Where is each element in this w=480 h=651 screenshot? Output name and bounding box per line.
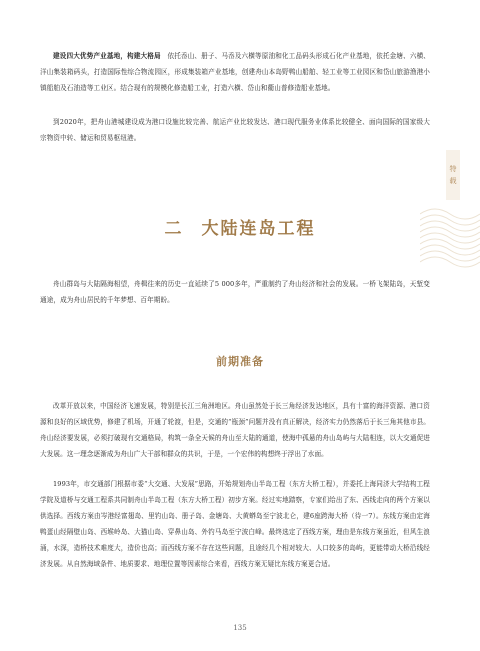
side-tab-char-2: 载	[449, 177, 457, 185]
side-tab-char-1: 特	[449, 165, 457, 173]
paragraph-lead: 建设四大优势产业基地，构建大格局	[53, 52, 161, 60]
side-section-tab	[446, 150, 460, 200]
section-title-text: 大陆连岛工程	[201, 219, 316, 239]
section-number: 二	[164, 219, 184, 239]
section-title	[0, 214, 480, 239]
paragraph-body: 依托岙山、册子、马岙及六横等原油和化工品码头形成石化产业基地，依托金塘、六横、洋山集装箱码头，打造国际性综合物流园区，形成集装箱产业基地，创建舟山本岛野鸭山船舶、轻工业等工业园区和岱山旅游渔港小镇船舶及石油造等工业区。结合现有的规模化修造船工业，打造六横、岱山和衢山普修造船业基地。	[40, 52, 431, 92]
intro-paragraph-industry	[40, 48, 430, 96]
subsection-title: 前期准备	[216, 355, 264, 368]
page-number: 135	[233, 624, 247, 632]
body-paragraph-2: 1993年，市交通部门根据市委“大交通、大发展”思路，开始规划舟山半岛工程（东方大桥工程），并委托上海同济大学结构工程学院及道桥与交通工程系共同制舟山半岛工程（东方大桥工程）初步方案。经过实地踏察，专家们给出了东、西线走向的两个方案以供选择。西线方案由岑港经富翅岛、里钓山岛、册子岛、金塘岛、大黄蟒岛至宁波北仑，建6座跨海大桥（待一7）。东线方案由定海鸭蛋山经隔壁山岛、西堠岭岛、大猫山岛、穿鼻山岛、外钓马岛至宁波白峰。最终选定了西线方案，理由是东线方案虽近，但风生浪涌，水深，造桥技术难度大，造价也高；而西线方案不存在这些问题，且途经几个相对较大、人口较多的岛屿，更能带动大桥沿线经济发展。从自然海域条件、地质要求、地理位置等因素综合来看，西线方案无疑比东线方案更合适。	[40, 480, 430, 568]
body-paragraph-1: 改革开放以来，中国经济飞速发展，特别是长江三角洲地区。舟山虽然处于长三角经济发达地区，具有十富的海洋资源、港口资源和良好的区域优势，修建了机场，开通了轮渡，但是，交通的“瓶颈”问题并没有真正解决，经济实力仍然落后于长三角其他市县。舟山经济要发展，必须打破现有交通格局，构筑一条全天候的舟山至大陆的通道，使海中孤悬的舟山岛屿与大陆相连，以大交通促进大发展。这一理念逐渐成为舟山广大干部和群众的共识，于是，一个宏伟的构想终于浮出了水面。	[40, 402, 430, 458]
intro-paragraph: 舟山群岛与大陆隔海相望，舟楫往来的历史一直延续了5 000多年，严重制约了舟山经济和社会的发展。一桥飞架陆岛，天堑变通途，成为舟山居民的千年梦想、百年期盼。	[40, 280, 430, 304]
paragraph-2020-goal: 到2020年，把舟山港城建设成为港口设施比较完善、航运产业比较发达、港口现代服务业体系比较健全、面向国际的国家级大宗物资中转、储运和贸易枢纽港。	[40, 118, 430, 142]
